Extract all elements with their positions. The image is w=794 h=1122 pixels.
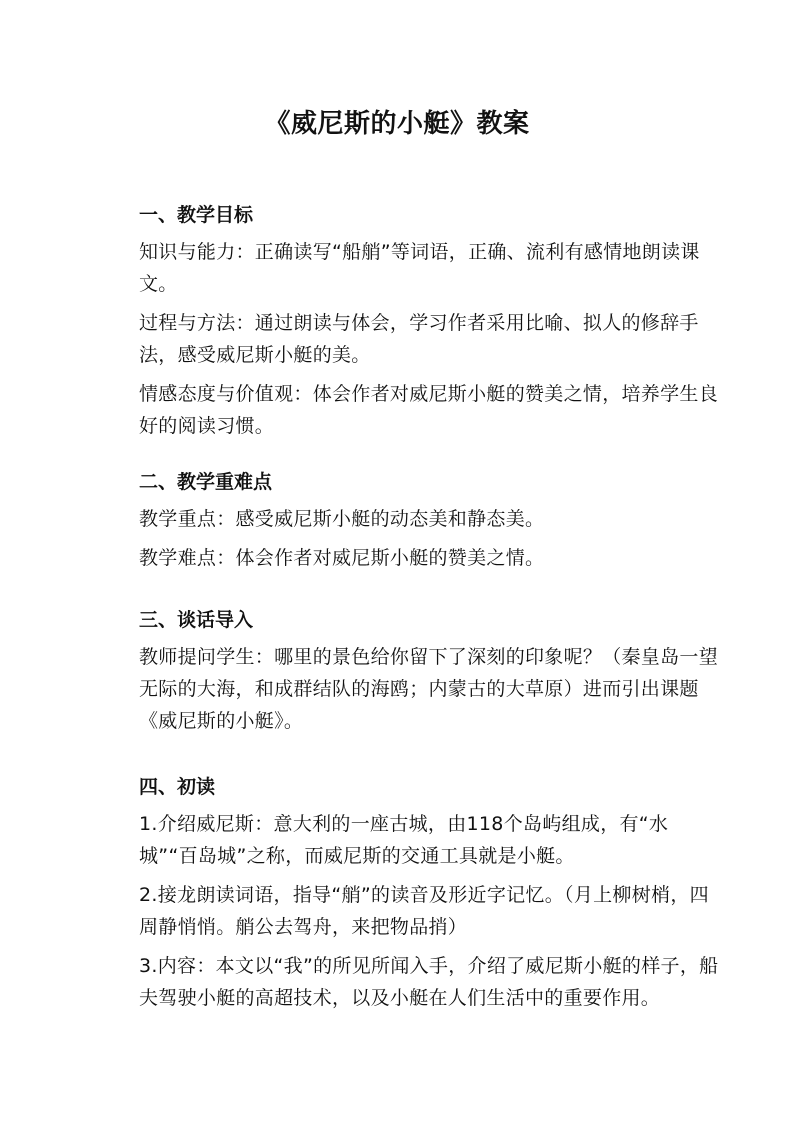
paragraph-item-3: 3.内容：本文以“我”的所见所闻入手，介绍了威尼斯小艇的样子，船夫驾驶小艇的高超技术，以及小艇在人们生活中的重要作用。 xyxy=(139,955,719,1009)
paragraph-item-2: 2.接龙朗读词语，指导“艄”的读音及形近字记忆。（月上柳树梢，四周静悄悄。艄公去驾舟，来把物品捎） xyxy=(139,884,709,938)
paragraph-teacher-question: 教师提问学生：哪里的景色给你留下了深刻的印象呢？（秦皇岛一望无际的大海，和成群结队的海鸥；内蒙古的大草原）进而引出课题《威尼斯的小艇》。 xyxy=(139,646,719,732)
section-introduction xyxy=(139,606,719,737)
section-first-reading xyxy=(139,773,719,1014)
section-heading: 三、谈话导入 xyxy=(139,609,254,631)
section-heading: 四、初读 xyxy=(139,776,216,798)
document-title: 《威尼斯的小艇》教案 xyxy=(264,109,530,139)
section-teaching-goals xyxy=(139,201,719,442)
paragraph-key-point: 教学重点：感受威尼斯小艇的动态美和静态美。 xyxy=(139,508,545,530)
paragraph-emotion-values: 情感态度与价值观：体会作者对威尼斯小艇的赞美之情，培养学生良好的阅读习惯。 xyxy=(139,383,719,437)
paragraph-difficult-point: 教学难点：体会作者对威尼斯小艇的赞美之情。 xyxy=(139,547,545,569)
paragraph-item-1: 1.介绍威尼斯：意大利的一座古城，由118个岛屿组成，有“水城”“百岛城”之称，而威尼斯的交通工具就是小艇。 xyxy=(139,813,669,867)
section-heading: 一、教学目标 xyxy=(139,204,254,226)
section-heading: 二、教学重难点 xyxy=(139,471,273,493)
section-key-difficult-points xyxy=(139,468,719,574)
paragraph-knowledge-ability: 知识与能力：正确读写“船艄”等词语，正确、流利有感情地朗读课文。 xyxy=(139,241,700,295)
paragraph-process-method: 过程与方法：通过朗读与体会，学习作者采用比喻、拟人的修辞手法，感受威尼斯小艇的美。 xyxy=(139,312,699,366)
